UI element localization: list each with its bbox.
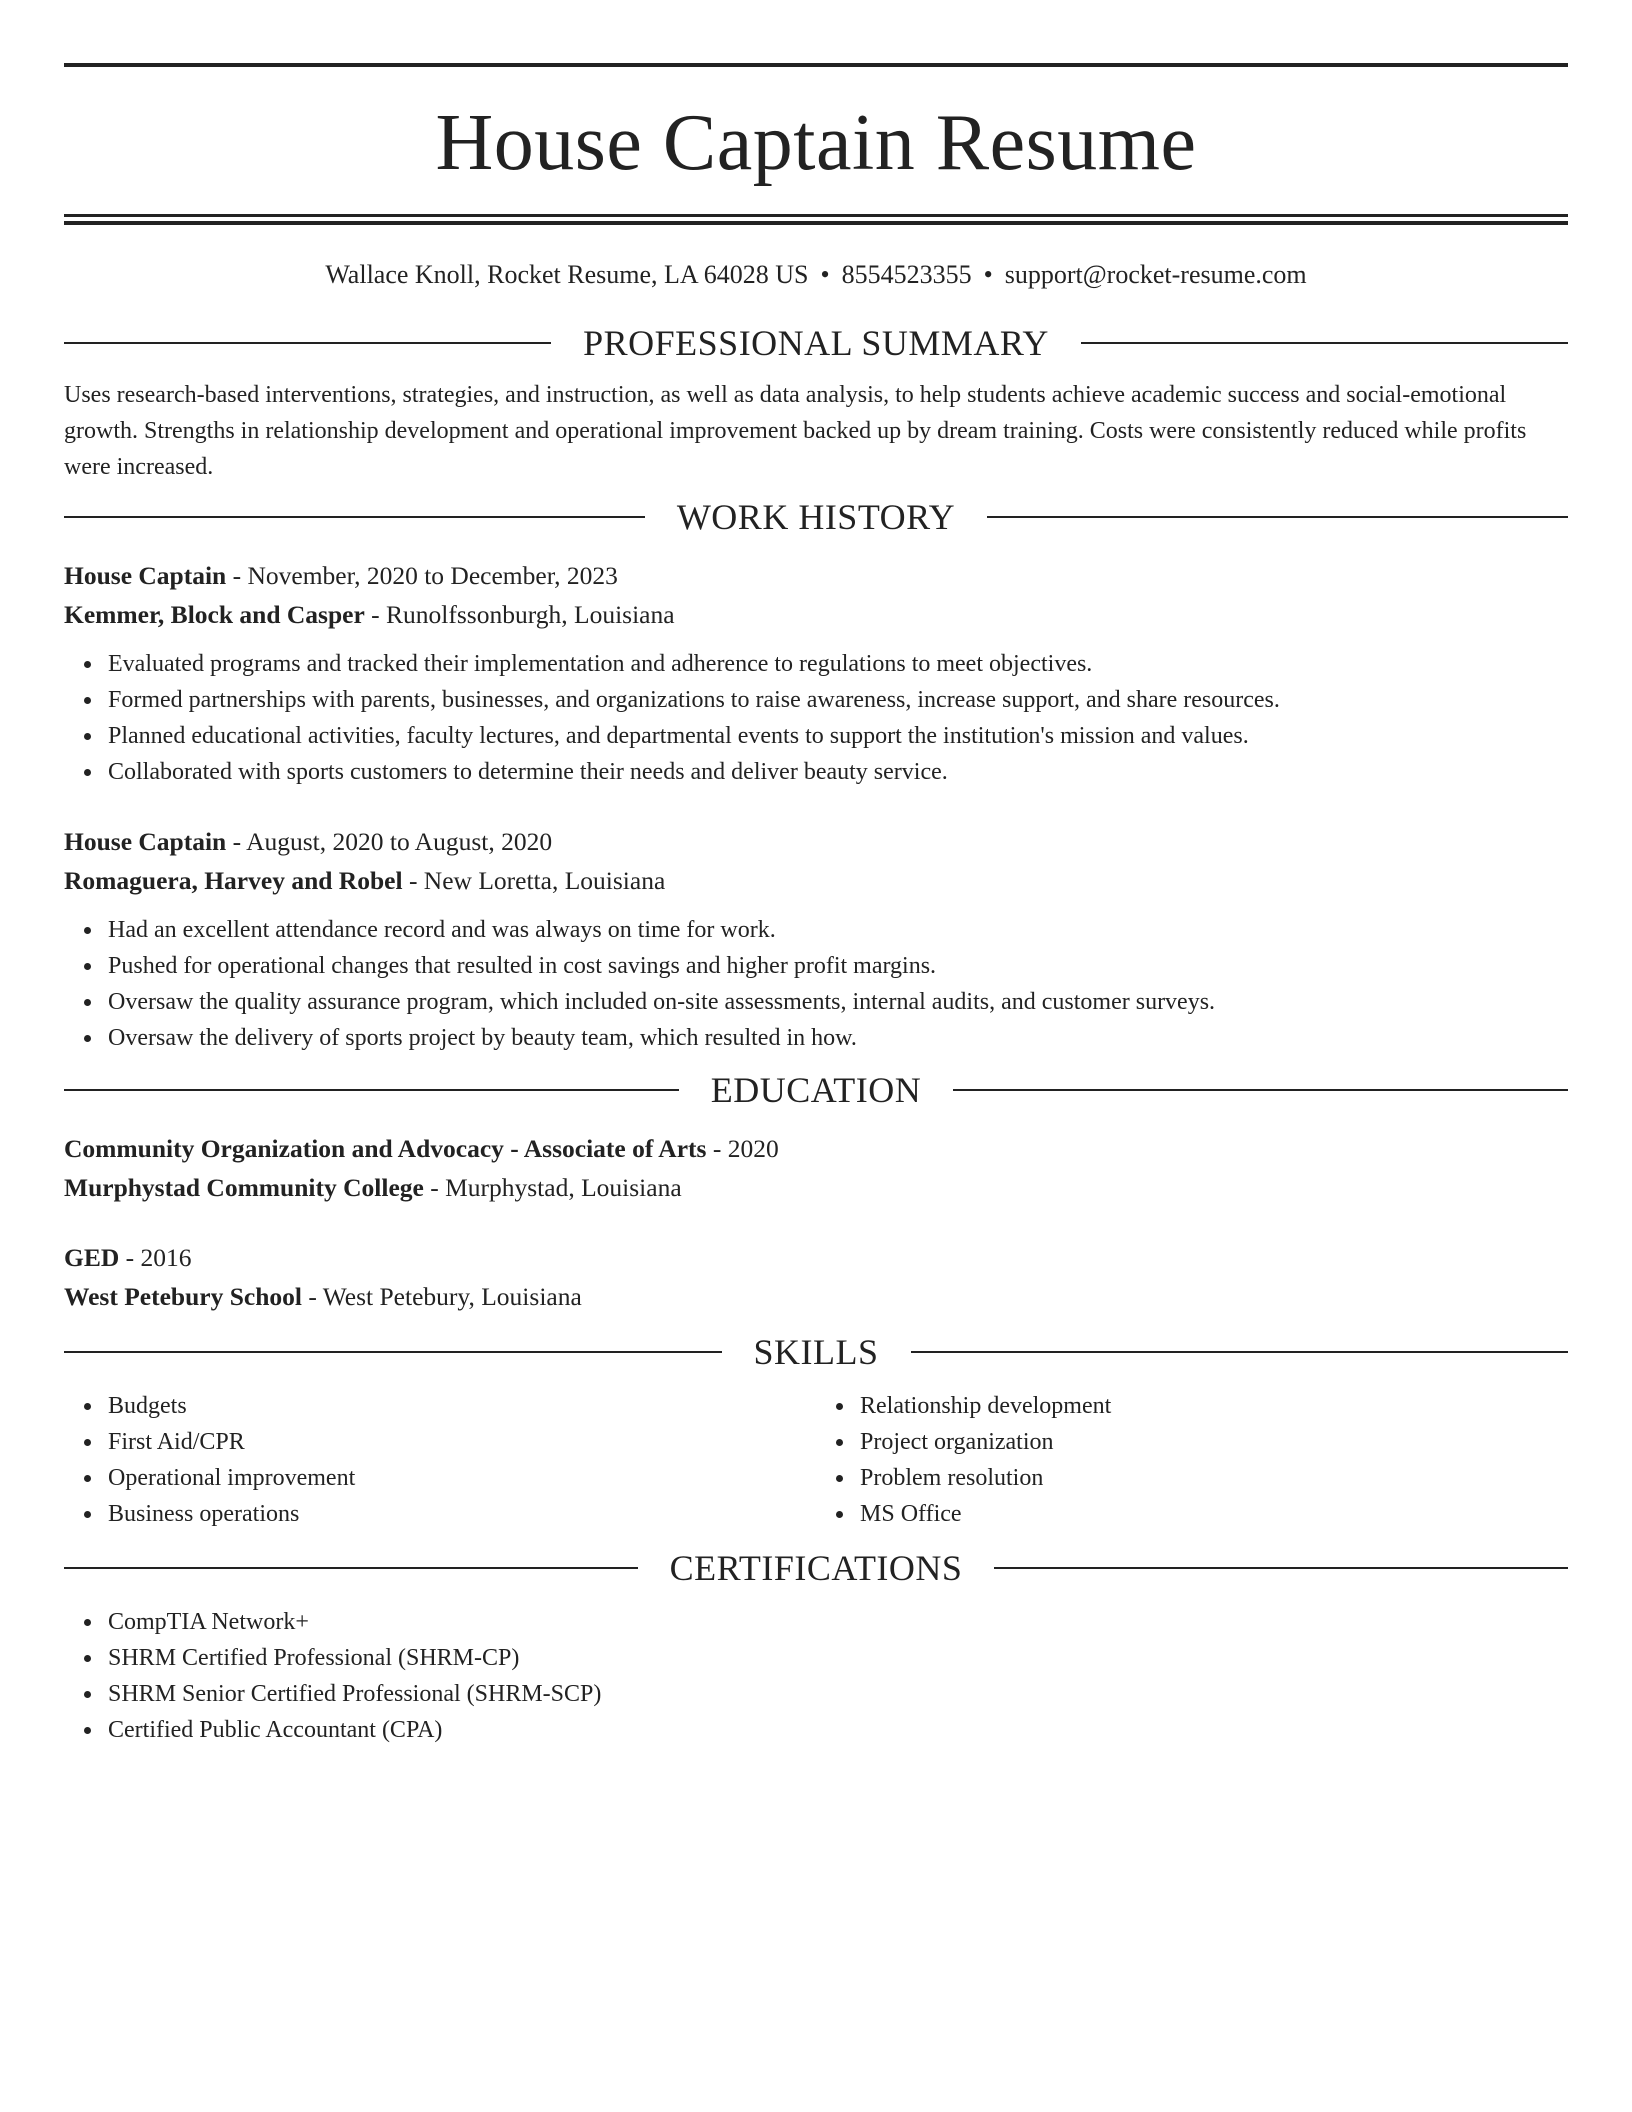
education-school: West Petebury School [64,1282,302,1311]
job-entry [64,822,1568,1056]
education-location: - West Petebury, Louisiana [301,1282,582,1311]
job-title-line [64,822,1568,861]
job-employer-line [64,861,1568,900]
contact-line [64,259,1568,291]
job-bullets [64,646,1568,790]
job-bullets [64,912,1568,1056]
list-item: CompTIA Network+ [108,1604,1568,1640]
job-location: - New Loretta, Louisiana [402,866,666,895]
job-title-line [64,556,1568,595]
list-item: Evaluated programs and tracked their implementation and adherence to regulations to meet objectives. [108,646,1568,682]
contact-separator: • [983,260,993,289]
section-summary-heading [64,321,1568,365]
list-item: Pushed for operational changes that resulted in cost savings and higher profit margins. [108,948,1568,984]
section-education-title: EDUCATION [710,1070,922,1110]
list-item: Oversaw the delivery of sports project by beauty team, which resulted in how. [108,1020,1568,1056]
section-skills-heading [64,1330,1568,1374]
education-year: - 2020 [706,1134,779,1163]
heading-rule-left [64,1089,679,1091]
education-school-line [64,1277,1568,1316]
list-item: Business operations [108,1496,816,1532]
section-education-heading [64,1068,1568,1112]
job-employer: Kemmer, Block and Casper [64,600,365,629]
heading-rule-left [64,1351,722,1353]
education-degree: GED [64,1243,120,1272]
list-item: MS Office [860,1496,1568,1532]
education-entry [64,1238,1568,1316]
heading-rule-left [64,516,645,518]
list-item: Planned educational activities, faculty lectures, and departmental events to support the institution's mission and values. [108,718,1568,754]
summary-text: Uses research-based interventions, strategies, and instruction, as well as data analysis, to help students achieve academic success and social-emotional growth. Strengths in relationship development and operational improvement backed up by dream training. Costs were consistently reduced while profits were increased. [64,382,1527,480]
title-double-rule [64,214,1568,225]
heading-rule-right [953,1089,1568,1091]
section-summary-title: PROFESSIONAL SUMMARY [583,323,1049,363]
job-dates: - November, 2020 to December, 2023 [226,561,618,590]
list-item: Project organization [860,1424,1568,1460]
certifications-list [64,1604,1568,1748]
list-item: Budgets [108,1388,816,1424]
list-item: Certified Public Accountant (CPA) [108,1712,1568,1748]
heading-rule-right [987,516,1568,518]
job-employer: Romaguera, Harvey and Robel [64,866,403,895]
contact-email: support@rocket-resume.com [1004,260,1307,289]
list-item: Relationship development [860,1388,1568,1424]
page-title: House Captain Resume [435,99,1197,187]
section-certifications-title: CERTIFICATIONS [669,1548,963,1588]
education-school: Murphystad Community College [64,1173,424,1202]
section-work-heading [64,495,1568,539]
education-degree: Community Organization and Advocacy - Associate of Arts [64,1134,707,1163]
job-employer-line [64,595,1568,634]
contact-address: Wallace Knoll, Rocket Resume, LA 64028 US [325,260,809,289]
education-degree-line [64,1238,1568,1277]
job-entry [64,556,1568,790]
skills-list-right [816,1388,1568,1532]
list-item: Problem resolution [860,1460,1568,1496]
job-title: House Captain [64,561,227,590]
education-year: - 2016 [119,1243,192,1272]
heading-rule-right [911,1351,1569,1353]
top-rule [64,63,1568,67]
section-work-title: WORK HISTORY [676,497,956,537]
list-item: Formed partnerships with parents, businesses, and organizations to raise awareness, increase support, and share resources. [108,682,1568,718]
list-item: SHRM Senior Certified Professional (SHRM-SCP) [108,1676,1568,1712]
heading-rule-right [1081,342,1568,344]
list-item: Oversaw the quality assurance program, which included on-site assessments, internal audits, and customer surveys. [108,984,1568,1020]
list-item: First Aid/CPR [108,1424,816,1460]
list-item: SHRM Certified Professional (SHRM-CP) [108,1640,1568,1676]
heading-rule-left [64,342,551,344]
job-location: - Runolfssonburgh, Louisiana [364,600,675,629]
heading-rule-left [64,1567,638,1569]
section-skills-title: SKILLS [753,1332,879,1372]
education-entry [64,1129,1568,1207]
skills-list-left [64,1388,816,1532]
contact-separator: • [820,260,830,289]
heading-rule-right [994,1567,1568,1569]
education-degree-line [64,1129,1568,1168]
section-certifications-heading [64,1546,1568,1590]
job-title: House Captain [64,827,227,856]
list-item: Operational improvement [108,1460,816,1496]
contact-phone: 8554523355 [841,260,972,289]
education-location: - Murphystad, Louisiana [423,1173,682,1202]
list-item: Collaborated with sports customers to determine their needs and deliver beauty service. [108,754,1568,790]
list-item: Had an excellent attendance record and was always on time for work. [108,912,1568,948]
skills-grid [64,1388,1568,1532]
education-school-line [64,1168,1568,1207]
job-dates: - August, 2020 to August, 2020 [226,827,553,856]
